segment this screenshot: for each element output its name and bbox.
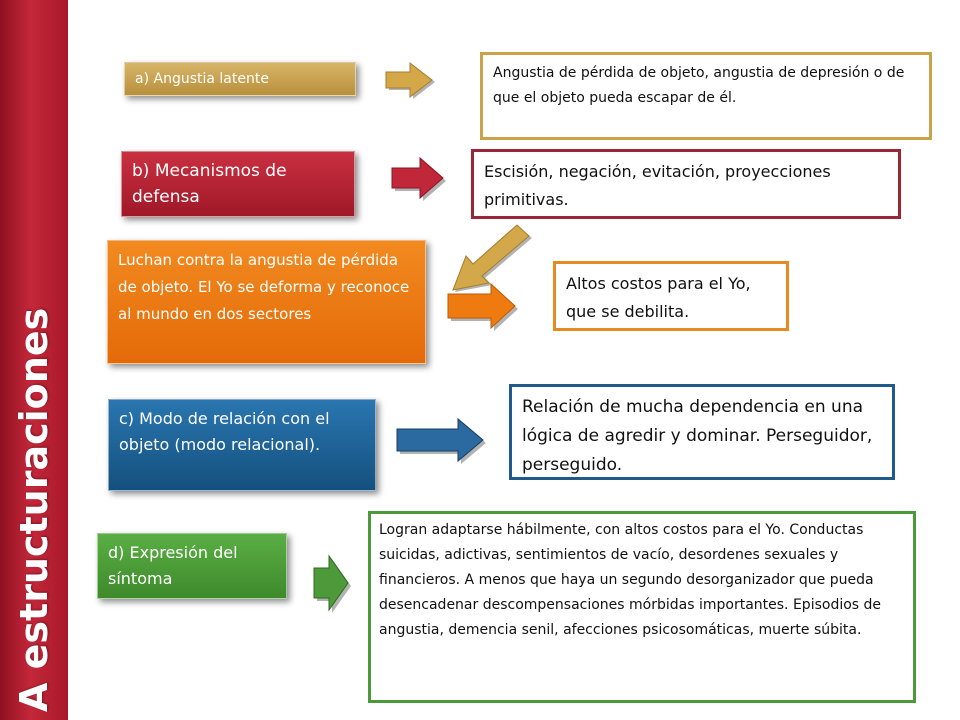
arrow-b2-icon [448,284,520,332]
arrow-d-icon [314,556,354,616]
label-angustia-latente: a) Angustia latente [124,62,356,96]
arrow-a-icon [386,62,438,98]
label-expresion-sintoma: d) Expresión del síntoma [97,533,287,599]
label-luchan-contra-angustia: Luchan contra la angustia de pérdida de objeto. El Yo se deforma y reconoce al mundo en dos sectores [107,240,426,364]
label-modo-relacion: c) Modo de relación con el objeto (modo relacional). [108,399,376,491]
label-mecanismos-defensa: b) Mecanismos de defensa [121,151,355,217]
text-mecanismos-defensa: Escisión, negación, evitación, proyecciones primitivas. [471,149,901,219]
sidebar-banner [0,0,68,720]
sidebar-title: A estructuraciones [12,307,56,712]
text-angustia-latente: Angustia de pérdida de objeto, angustia de depresión o de que el objeto pueda escapar de él. [480,52,932,140]
arrow-c-icon [397,419,489,465]
text-altos-costos: Altos costos para el Yo, que se debilita. [553,261,789,331]
text-relacion-dependencia: Relación de mucha dependencia en una lógica de agredir y dominar. Perseguidor, perseguido. [509,384,895,480]
arrow-b-icon [392,158,448,202]
text-expresion-sintoma: Logran adaptarse hábilmente, con altos costos para el Yo. Conductas suicidas, adictivas, sentimientos de vacío, desordenes sexuales y financieros. A menos que haya un segundo desorganizador que pueda desencadenar descompensaciones mórbidas importantes. Episodios de angustia, demencia senil, afecciones psicosomáticas, muerte súbita. [368,511,916,703]
